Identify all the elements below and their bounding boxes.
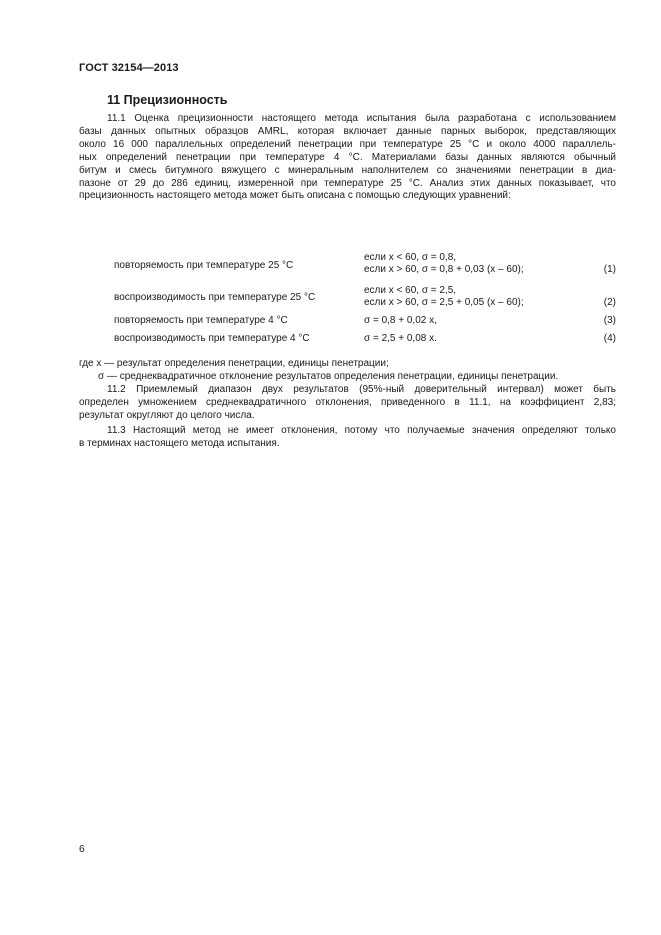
equation-formula-line: σ = 2,5 + 0,08 x. <box>364 333 437 344</box>
equation-formula-line: если x > 60, σ = 2,5 + 0,05 (x – 60); <box>364 297 524 308</box>
equation-label: повторяемость при температуре 25 °С <box>114 260 294 271</box>
paragraph-11-3 <box>79 425 616 451</box>
paragraph-line: в терминах настоящего метода испытания. <box>79 437 280 449</box>
equation-label: воспроизводимость при температуре 25 °С <box>114 292 316 303</box>
paragraph-line: 11.2 Приемлемый диапазон двух результатов (95%-ный доверительный интервал) может быть <box>107 384 616 395</box>
standard-header: ГОСТ 32154—2013 <box>79 62 179 74</box>
paragraph-line: определен умножением среднеквадратичного отклонения, приведенного в 11.1, на коэффициент 2,83; <box>79 396 616 408</box>
equation-formula-line: если x < 60, σ = 0,8, <box>364 252 457 263</box>
equation-number: (2) <box>603 297 616 308</box>
paragraph-11-2 <box>79 384 616 423</box>
equation-label: воспроизводимость при температуре 4 °С <box>114 333 310 344</box>
paragraph-line: 11.1 Оценка прецизионности настоящего метода испытания была разработана с использованием <box>107 113 616 124</box>
paragraph-line: пазоне от 29 до 286 единиц, измеренной при температуре 25 °С. Анализ этих данных показывает, что <box>79 177 616 189</box>
equation-formula-line: если x < 60, σ = 2,5, <box>364 285 457 296</box>
paragraph-line: ных определений пенетрации при температуре 4 °С. Материалами базы данных являются обычный <box>79 151 616 163</box>
section-title: 11 Прецизионность <box>107 93 228 107</box>
paragraph-line: результат округляют до целого числа. <box>79 409 255 421</box>
equation-number: (1) <box>603 264 616 275</box>
paragraph-line: битум и смесь битумного вяжущего с минеральным наполнителем со значениями пенетрации в диа- <box>79 164 616 176</box>
equation-label: повторяемость при температуре 4 °С <box>114 315 288 326</box>
equation-formula-line: σ = 0,8 + 0,02 x, <box>364 315 437 326</box>
equation-number: (4) <box>603 333 616 344</box>
paragraph-11-1 <box>79 113 616 203</box>
equation-number: (3) <box>603 315 616 326</box>
definition-sigma: σ — среднеквадратичное отклонение результатов определения пенетрации, единицы пенетрации. <box>98 371 559 382</box>
paragraph-line: около 16 000 параллельных определений пенетрации при температуре 25 °С и около 4000 параллель- <box>79 138 616 150</box>
paragraph-line: базы данных опытных образцов AMRL, которая включает данные парных выборок, представляющих <box>79 125 616 137</box>
page-number: 6 <box>79 844 85 855</box>
paragraph-line: прецизионность настоящего метода может быть описана с помощью следующих уравнений: <box>79 190 511 202</box>
paragraph-line: 11.3 Настоящий метод не имеет отклонения, потому что получаемые значения определяют только <box>107 425 616 436</box>
equation-formula-line: если x > 60, σ = 0,8 + 0,03 (x – 60); <box>364 264 524 275</box>
definition-x: где x — результат определения пенетрации, единицы пенетрации; <box>79 358 389 369</box>
